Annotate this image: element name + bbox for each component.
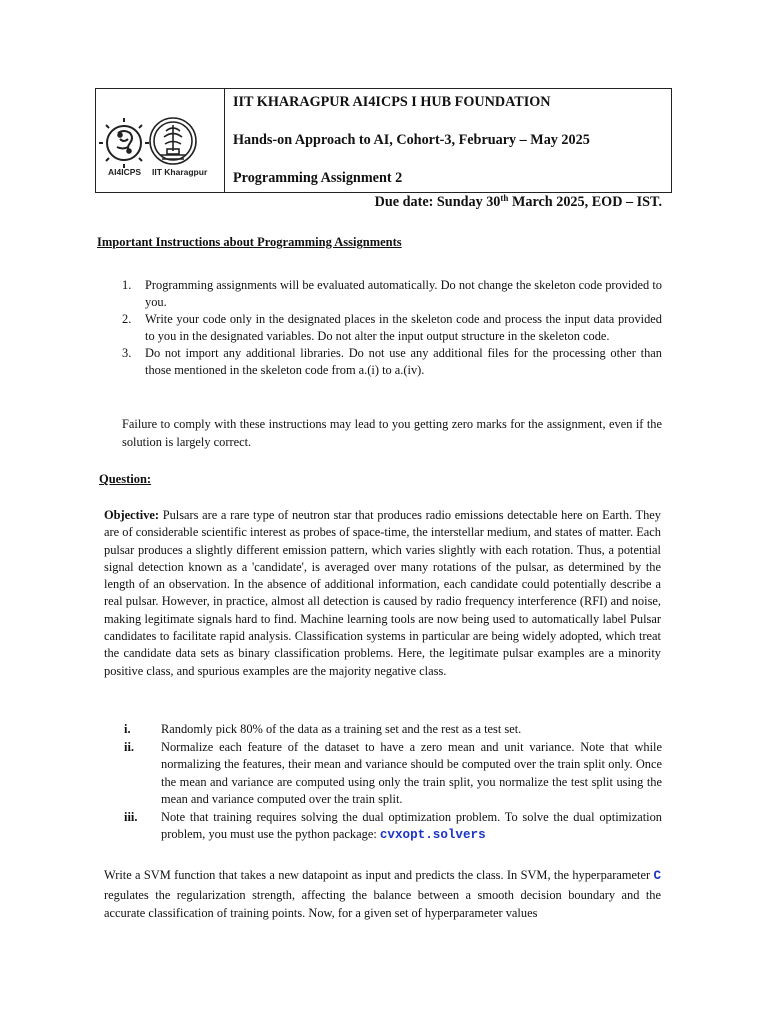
svm-text-after: regulates the regularization strength, affecting the balance between a smooth decision boundary and the accurate classification of training points. Now, for a given set of hyperparameter values	[104, 887, 661, 920]
objective-paragraph	[104, 507, 661, 680]
package-code: cvxopt.solvers	[379, 828, 486, 842]
due-date-rest: March 2025, EOD – IST.	[508, 194, 662, 210]
list-item	[124, 721, 662, 739]
due-date-ordinal: th	[500, 193, 509, 203]
ai4icps-logo-icon	[99, 118, 149, 168]
failure-note: Failure to comply with these instructions may lead to you getting zero marks for the assignment, even if the solution is largely correct.	[122, 417, 662, 449]
list-text: Write your code only in the designated places in the skeleton code and process the input data provided to you in the designated variables. Do not alter the input output structure in the skeleton code.	[145, 312, 662, 343]
iit-kharagpur-logo-icon	[150, 118, 196, 164]
logo-cell	[96, 89, 225, 192]
iit-kharagpur-caption: IIT Kharagpur	[152, 167, 208, 177]
title-cell	[225, 89, 671, 192]
header-table	[95, 88, 672, 193]
list-item	[124, 809, 662, 845]
instructions-list	[122, 277, 662, 379]
svm-paragraph	[104, 866, 661, 923]
logos	[96, 89, 224, 193]
hyperparameter-code: C	[653, 869, 661, 883]
list-item	[122, 277, 662, 311]
svm-text-before: Write a SVM function that takes a new datapoint as input and predicts the class. In SVM, the hyperparameter	[104, 868, 654, 882]
instructions-heading: Important Instructions about Programming Assignments	[97, 235, 402, 249]
list-number: 3.	[122, 346, 132, 360]
step-number: iii.	[124, 809, 138, 824]
list-item	[122, 311, 662, 345]
step-text: Normalize each feature of the dataset to have a zero mean and unit variance. Note that while normalizing the features, their mean and variance should be computed over the train split only. Once the mean and variance are computed using only the train split, you normalize the test split using the mean and variance computed over the train split.	[161, 739, 662, 806]
due-date-prefix: Due date: Sunday 30	[374, 194, 501, 210]
list-text: Do not import any additional libraries. Do not use any additional files for the processing other than those mentioned in the skeleton code from a.(i) to a.(iv).	[145, 346, 662, 377]
list-number: 2.	[122, 312, 132, 326]
ai4icps-caption: AI4ICPS	[108, 167, 142, 177]
steps-list	[124, 721, 662, 845]
step-number: ii.	[124, 739, 134, 754]
step-text: Note that training requires solving the dual optimization problem. To solve the dual optimization problem, you must use the python package:	[161, 809, 662, 841]
objective-body: Pulsars are a rare type of neutron star that produces radio emissions detectable here on Earth. They are of considerable scientific interest as probes of space-time, the interstellar medium, and states of matter. Each pulsar produces a slightly different emission pattern, which varies slightly with each rotation. Thus, a potential signal detection known as a 'candidate', is averaged over many rotations of the pulsar, as determined by the length of an observation. In the absence of additional information, each candidate could potentially describe a real pulsar. However, in practice, almost all detection is caused by radio frequency interference (RFI) and noise, making legitimate signals hard to find. Machine learning tools are now being used to automatically label Pulsar candidates to facilitate rapid analysis. Classification systems in particular are being widely adopted, which treat the candidate data sets as binary classification problems. Here, the legitimate pulsar examples are a minority positive class, and spurious examples are the majority negative class.	[104, 508, 661, 678]
list-item	[122, 345, 662, 379]
due-date	[375, 194, 662, 211]
list-text: Programming assignments will be evaluated automatically. Do not change the skeleton code provided to you.	[145, 278, 662, 309]
list-number: 1.	[122, 278, 132, 292]
step-number: i.	[124, 722, 131, 736]
objective-label: Objective:	[104, 508, 160, 522]
course-title: Hands-on Approach to AI, Cohort-3, February – May 2025	[233, 132, 590, 148]
question-heading: Question:	[99, 472, 152, 486]
step-text: Randomly pick 80% of the data as a training set and the rest as a test set.	[161, 722, 522, 736]
assignment-title: Programming Assignment 2	[233, 170, 403, 186]
org-title: IIT KHARAGPUR AI4ICPS I HUB FOUNDATION	[233, 94, 551, 110]
list-item	[124, 739, 662, 809]
